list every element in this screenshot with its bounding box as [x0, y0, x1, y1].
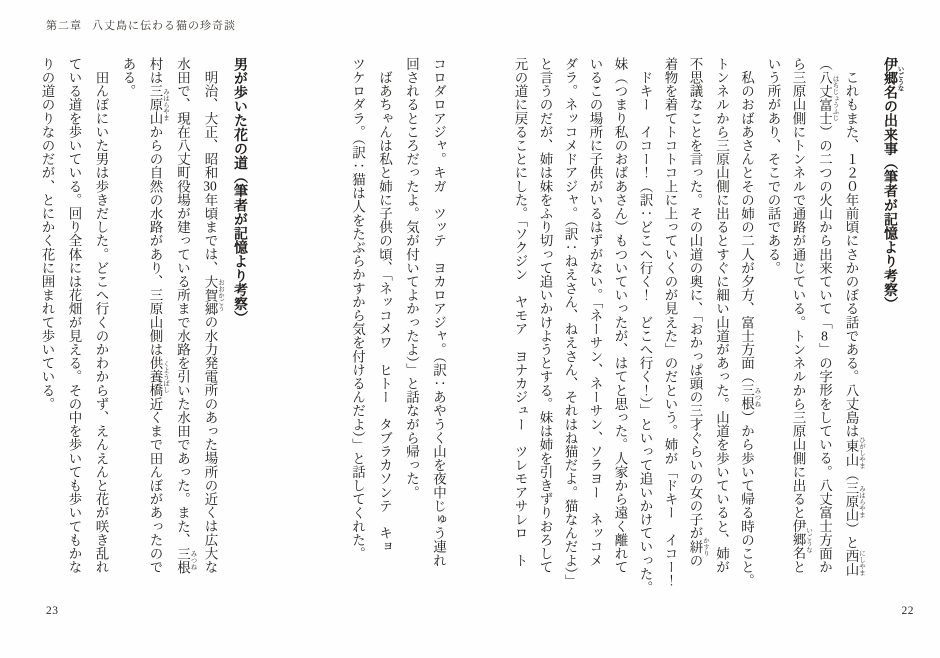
text-line: 田んぼにいた男は歩きだした。どこへ行くのかわからず、えんえんと花が咲き乱れ [93, 57, 109, 574]
chapter-title: 八丈島に伝わる猫の珍奇談 [92, 20, 236, 32]
text-line: ダラ。ネッコメドアジャ。（訳：ねえさん、ねえさん、それはね猫だよ。猫なんだよ）」 [562, 57, 578, 588]
text-line: 回されるところだったよ。気が付いてよかったよ）」と話ながら帰った。 [404, 57, 419, 500]
ruby-term: 三原山 みはらやま [147, 84, 169, 126]
text-line: 村は三原山 みはらやまからの自然の水路があり、三原山側は供養橋 くようばし近くまで田んぼがあったので [147, 57, 169, 574]
text-line: トンネルから三原山側に出るとすぐに細い山道があった。山道を歩いていると、姉が [714, 57, 729, 574]
text-line: 私のおばあさんとその姉の二人が夕方、富士方面（三根 みつね）から歩いて帰る時のこと。 [739, 57, 761, 588]
ruby-term: 東山 ひがしやま [843, 436, 865, 469]
ruby-term: 八丈富士 はちじょうふじ [817, 70, 839, 126]
text-line: りの道のりなのだが、とにかく花に囲まれて歩いている。 [39, 57, 55, 411]
text-line: 不思議なことを言った。その山道の奥に、「おかっぱ頭の三才ぐらいの女の子が絣 かすりの [687, 57, 709, 568]
ruby-term: 西山 にしやま [843, 549, 865, 577]
text-line: ドキー イコー！（訳：どこへ行く！ どこへ行く！）」といって追いかけていった。 [637, 57, 653, 595]
text-line: 明治、大正、昭和30年頃までは、大賀郷 おおかごうの水力発電所のあった場所の近くは広大な [202, 57, 224, 574]
ruby-term: 伊郷名 いごうな [882, 57, 904, 100]
page-number-right: 22 [901, 605, 914, 617]
ruby-term: 供養橋 くようばし [147, 356, 169, 398]
text-line: ツケロダラ。（訳：猫は人をたぶらかすから気を付けるんだよ）」と話してくれた。 [350, 57, 365, 561]
ruby-term: 絣 かすり [687, 536, 709, 557]
page-number-left: 23 [46, 605, 59, 617]
right-page-text-block [508, 57, 905, 605]
text-line: いう所があり、そこでの話である。 [765, 57, 781, 275]
text-line: 水田で、現在八丈町役場が建っている所まで水路を引いた水田であった。また、三根 みつね [175, 57, 197, 574]
text-line: と言うのだが、姉は妹をふり切って追いかけようとする。妹は姉を引きずりおろして [537, 57, 553, 574]
text-line: 着物を着てトコトコ上に上っていくのが見えた」のだという。姉が「ドキー イコー！ [662, 57, 678, 588]
text-line: ばあちゃんは私と姉に子供の頃、「ネッコメワ ヒトー タブラカソンテ キョ [377, 57, 392, 554]
tatechuyoko-number: 8 [821, 329, 828, 343]
ruby-term: 三根 みつね [175, 546, 197, 574]
tatechuyoko-number: 30 [203, 179, 217, 193]
text-line: コロダロアジャ。キガ ツッテ ヨカロアジャ。（訳：あやうく山を夜中じゅう連れ [431, 57, 446, 568]
text-line: 妹（つまり私のおばあさん）もついていったが、はてと思った。人家から遠く離れて [612, 57, 628, 574]
text-line: ている道を歩いている。回り全体には花畑が見える。その中を歩いても歩いてもかな [66, 57, 82, 574]
text-line: いるこの場所に子供がいるはずがない。「ネーサン、ネーサン、ソラヨー ネッコメ [587, 57, 603, 568]
left-page-text-block [34, 57, 453, 605]
chapter-label: 第二章 [46, 20, 82, 32]
running-header [46, 17, 236, 33]
text-line: 元の道に戻ることにした。「ソクジン ヤモア ヨナカジュー ツレモアサレロ ト [512, 57, 528, 568]
ruby-term: 伊郷名 いごうな [790, 519, 812, 561]
text-line: ある。 [120, 57, 136, 98]
ruby-term: 三根 みつね [739, 383, 761, 411]
section-heading: 伊郷名 いごうなの出来事（筆者が記憶より考察） [882, 57, 904, 311]
text-line: ら三原山側にトンネルで通路が通じている。トンネルから三原山側に出ると伊郷名 いごうなと [790, 57, 812, 574]
ruby-term: 大賀郷 おおかごう [202, 274, 224, 316]
text-line: これもまた、１２０年前頃にさかのぼる話である。八丈島は東山 ひがしやま（三原山 みはらやま）と西山 にしやま [843, 57, 865, 577]
section-heading: 男が歩いた花の道（筆者が記憶より考察） [232, 57, 247, 325]
ruby-term: 三原山 みはらやま [843, 481, 865, 523]
text-line: （八丈富士 はちじょうふじ）の二つの火山から出来ていて「8」の字形をしている。八丈富士方面か [817, 57, 839, 574]
